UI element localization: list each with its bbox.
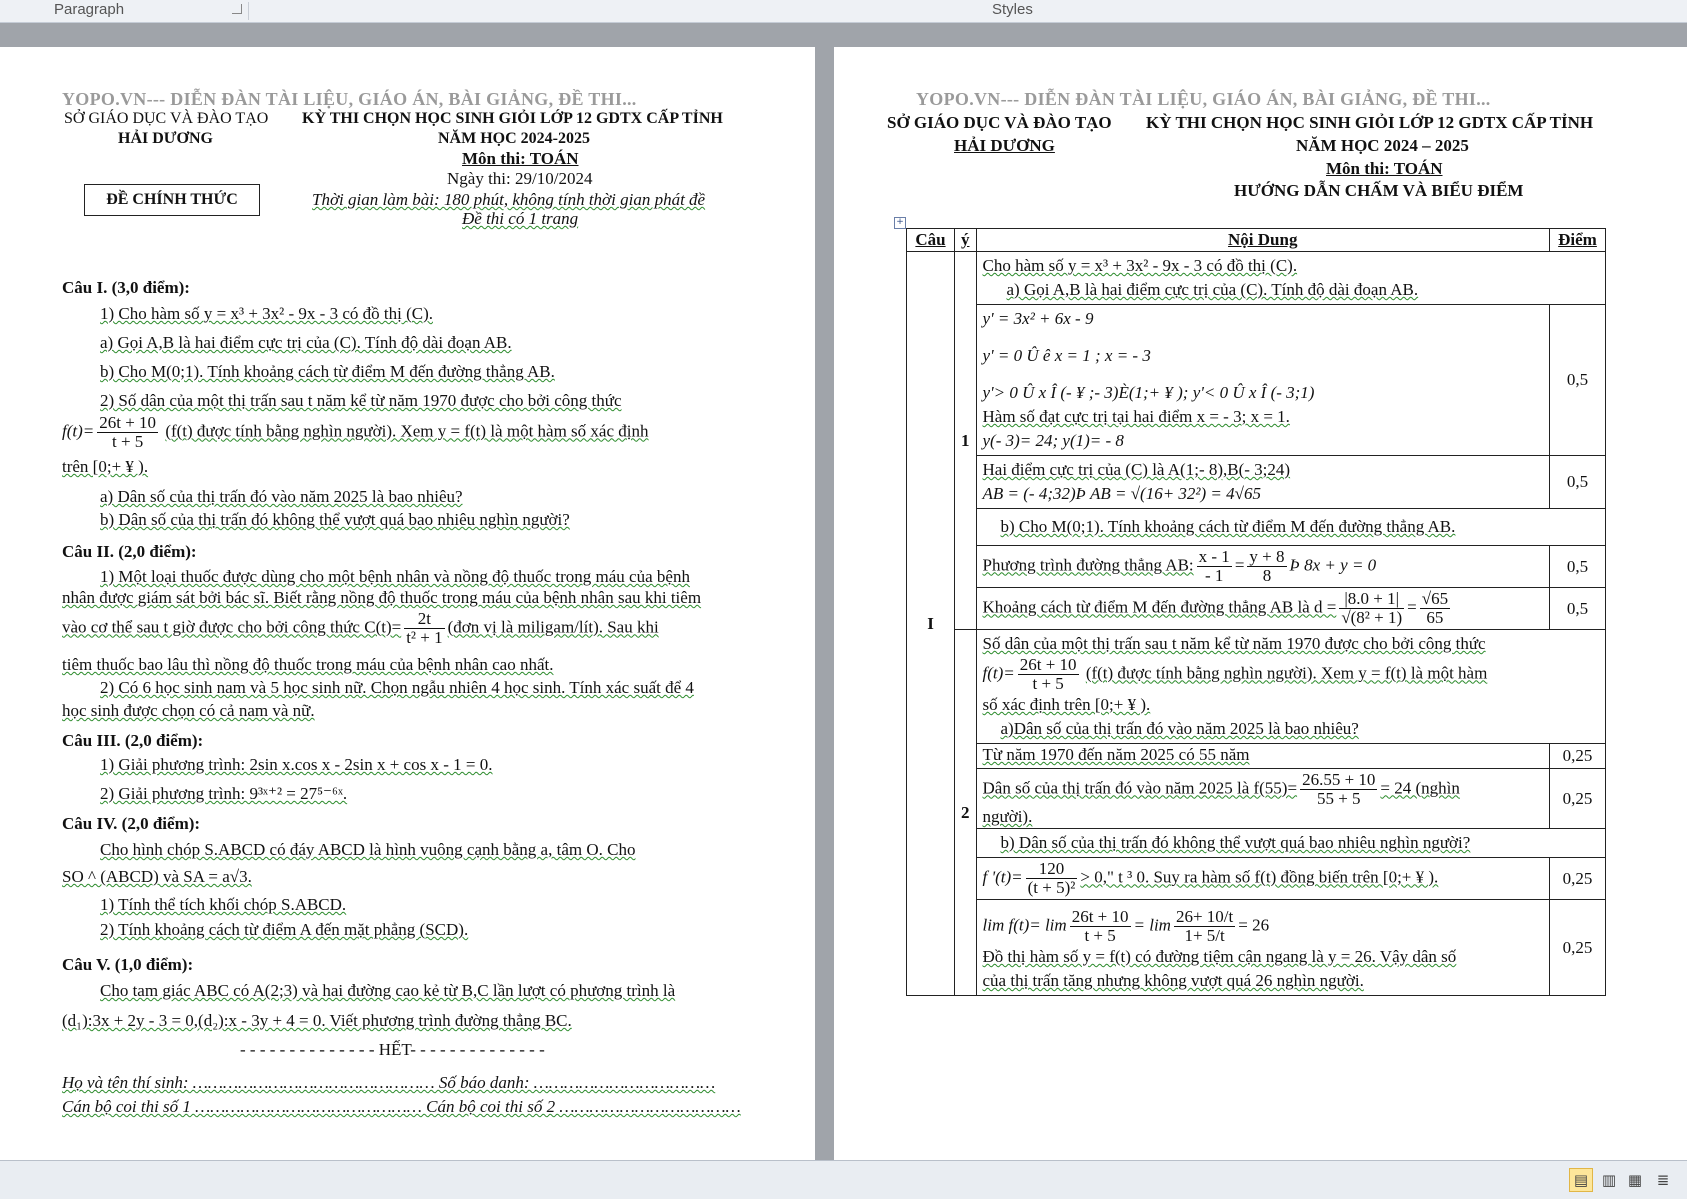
table-row [907,900,1606,996]
subquestion-number-cell: 1 [955,252,977,630]
score-cell: 0,5 [1550,546,1606,588]
formula-fraction [1026,860,1078,897]
score-cell: 0,5 [1550,456,1606,509]
formula-fraction [1070,908,1131,945]
content-line: Đồ thị hàm số y = f(t) có đường tiệm cận ngang là y = 26. Vậy dân số [982,947,1457,966]
content-line [983,771,1544,808]
fraction-numerator: x - 1 [1198,547,1230,566]
content-line: a)Dân số của thị trấn đó vào năm 2025 là bao nhiêu? [1000,719,1359,738]
question-4-part-2: 2) Tính khoảng cách từ điểm A đến mặt phẳng (SCD). [100,920,469,939]
question-1-part-2a: a) Dân số của thị trấn đó vào năm 2025 là bao nhiêu? [100,487,463,506]
table-row [907,588,1606,630]
question-2-line-1: 1) Một loại thuốc được dùng cho một bệnh nhân và nồng độ thuốc trong máu của bệnh [100,567,690,586]
question-2-line-4: tiêm thuốc bao lâu thì nồng độ thuốc trong máu của bệnh nhân cao nhất. [62,655,554,674]
formula-concentration [62,610,659,647]
question-1-part-2b: b) Dân số của thị trấn đó không thể vượt quá bao nhiêu nghìn người? [100,510,570,529]
formula-fraction [1339,590,1404,627]
formula-prefix: Phương trình đường thẳng AB: [982,555,1194,575]
content-line: a) Gọi A,B là hai điểm cực trị của (C). Tính độ dài đoạn AB. [1006,280,1419,299]
paragraph-dialog-launcher-icon[interactable] [232,4,242,14]
department-name: SỞ GIÁO DỤC VÀ ĐÀO TẠO [887,113,1112,132]
content-line: Hai điểm cực trị của (C) là A(1;- 8),B(- 3;24) [982,460,1291,479]
proctor-signature-line: Cán bộ coi thi số 1 ……………………………………… Cán bộ coi thi số 2 ……………………………… [62,1097,741,1116]
fraction-numerator: √65 [1421,589,1449,608]
fraction-numerator: 120 [1026,860,1078,879]
table-row [907,252,1606,305]
fraction-denominator: 8 [1262,566,1272,585]
ribbon-separator [248,2,249,20]
print-layout-icon[interactable]: ▤ [1569,1168,1593,1192]
fraction-denominator: (t + 5)² [1027,878,1076,897]
formula-fraction [97,414,158,451]
formula-description: (f(t) được tính bằng nghìn người). Xem y = f(t) là một hàm số xác định [165,421,649,441]
question-3-title: Câu III. (2,0 điểm): [62,731,204,750]
content-line [983,902,1544,945]
fraction-numerator: 26t + 10 [1019,655,1077,674]
content-line: người). [982,807,1033,826]
formula-fraction [1174,908,1235,945]
content-cell [976,858,1550,900]
equals-sign: = [1234,555,1245,575]
school-year: NĂM HỌC 2024 – 2025 [1296,136,1469,155]
ribbon-group-labels [0,0,1687,23]
province-name: HẢI DƯƠNG [954,136,1055,155]
fraction-denominator: - 1 [1205,566,1224,585]
content-line: y' = 3x² + 6x - 9 [982,309,1094,328]
school-year: NĂM HỌC 2024-2025 [438,130,590,147]
content-line: Từ năm 1970 đến năm 2025 có 55 năm [982,745,1250,764]
table-row [907,630,1606,744]
fraction-numerator: 26.55 + 10 [1302,770,1376,789]
question-4-line-2: SO ^ (ABCD) và SA = a√3. [62,867,252,886]
score-cell: 0,5 [1550,305,1606,456]
limit-result: = 26 [1238,915,1270,935]
web-layout-icon[interactable]: ▦ [1627,1171,1643,1189]
content-cell [976,546,1550,588]
table-row [907,546,1606,588]
table-move-handle-icon[interactable]: + [894,217,906,229]
score-cell: 0,25 [1550,900,1606,996]
header-y: ý [955,229,977,252]
watermark-header: YOPO.VN--- DIỄN ĐÀN TÀI LIỆU, GIÁO ÁN, BÀI GIẢNG, ĐỀ THI... [62,89,637,109]
formula-fraction [1420,590,1450,627]
question-5-line-2: (d₁):3x + 2y - 3 = 0,(d₂):x - 3y + 4 = 0. Viết phương trình đường thẳng BC. [62,1011,572,1030]
formula-fraction [404,610,444,647]
watermark-header: YOPO.VN--- DIỄN ĐÀN TÀI LIỆU, GIÁO ÁN, BÀI GIẢNG, ĐỀ THI... [916,89,1491,109]
official-stamp: ĐỀ CHÍNH THỨC [84,184,260,216]
formula-prefix: Dân số của thị trấn đó vào năm 2025 là f(55)= [982,778,1298,798]
question-2-part-2a: 2) Có 6 học sinh nam và 5 học sinh nữ. Chọn ngẫu nhiên 4 học sinh. Tính xác suất để 4 [100,678,694,697]
fraction-denominator: t + 5 [1084,926,1116,945]
formula-lhs: f(t)= [62,421,95,441]
question-1-part-1b: b) Cho M(0;1). Tính khoảng cách từ điểm M đến đường thẳng AB. [100,362,555,381]
content-cell [976,769,1550,829]
content-cell [976,456,1550,509]
fraction-denominator: 55 + 5 [1316,789,1361,808]
guide-title: HƯỚNG DẪN CHẤM VÀ BIỂU ĐIỂM [1234,181,1524,200]
province-name: HẢI DƯƠNG [118,130,213,147]
question-4-title: Câu IV. (2,0 điểm): [62,814,201,833]
candidate-signature-line: Họ và tên thí sinh: ………………………………………… Số báo danh: ……………………………… [62,1073,716,1092]
content-line: b) Cho M(0;1). Tính khoảng cách từ điểm M đến đường thẳng AB. [1000,517,1456,536]
exam-title: KỲ THI CHỌN HỌC SINH GIỎI LỚP 12 GDTX CẤP TỈNH [1146,113,1594,132]
question-1-part-2: 2) Số dân của một thị trấn sau t năm kể từ năm 1970 được cho bởi công thức [100,391,622,410]
content-line: số xác định trên [0;+ ¥ ). [982,695,1151,714]
score-cell: 0,5 [1550,588,1606,630]
status-bar [0,1160,1687,1199]
question-3-part-1: 1) Giải phương trình: 2sin x.cos x - 2sin x + cos x - 1 = 0. [100,755,493,774]
formula-prefix: vào cơ thể sau t giờ được cho bởi công thức C(t)= [62,617,402,637]
subquestion-number-cell: 2 [955,630,977,996]
fraction-numerator: y + 8 [1249,547,1285,566]
content-line: Hàm số đạt cực trị tại hai điểm x = - 3; x = 1. [982,407,1290,426]
content-cell [976,588,1550,630]
formula-suffix: > 0," t ³ 0. Suy ra hàm số f(t) đồng biến trên [0;+ ¥ ). [1080,867,1439,887]
content-cell [976,305,1550,456]
fraction-denominator: t + 5 [112,432,144,451]
formula-fraction [1018,656,1079,693]
fraction-numerator: 26t + 10 [99,413,157,432]
table-row [907,858,1606,900]
end-marker: - - - - - - - - - - - - - - HẾT- - - - - - - - - - - - - - [240,1040,545,1059]
subject-label: Môn thi: TOÁN [1326,159,1443,178]
table-row [907,509,1606,546]
answer-key-page[interactable] [834,47,1687,1160]
question-2-line-2: nhân được giám sát bởi bác sĩ. Biết rằng nồng độ thuốc trong máu của bệnh nhân sau khi tiêm [62,588,702,607]
fraction-denominator: t + 5 [1032,674,1064,693]
outline-icon[interactable]: ≣ [1656,1171,1670,1189]
question-2-title: Câu II. (2,0 điểm): [62,542,197,561]
grading-table [906,228,1606,996]
exam-date: Ngày thi: 29/10/2024 [447,169,593,188]
subject-label: Môn thi: TOÁN [462,149,579,168]
question-number-cell: I [907,252,955,996]
score-cell: 0,25 [1550,858,1606,900]
table-row [907,744,1606,769]
formula-lhs: f(t)= [982,663,1015,683]
header-cau: Câu [907,229,955,252]
header-score: Điểm [1550,229,1606,252]
fraction-numerator: 2t [404,610,444,629]
department-name: SỞ GIÁO DỤC VÀ ĐÀO TẠO [64,110,269,127]
formula-suffix: (đơn vị là miligam/lít). Sau khi [447,617,659,637]
paragraph-group-label: Paragraph [54,1,125,18]
table-row [907,829,1606,858]
formula-prefix: Khoảng cách từ điểm M đến đường thẳng AB là d = [982,597,1337,617]
content-line: b) Dân số của thị trấn đó không thể vượt quá bao nhiêu nghìn người? [1000,833,1471,852]
formula-description: (f(t) được tính bằng nghìn người). Xem y = f(t) là một hàm [1085,663,1488,683]
table-row [907,769,1606,829]
fraction-denominator: √(8² + 1) [1341,608,1403,627]
content-cell [976,829,1606,858]
question-1-part-1: 1) Cho hàm số y = x³ + 3x² - 9x - 3 có đồ thị (C). [100,304,433,323]
fraction-denominator: 65 [1426,608,1444,627]
content-line: Số dân của một thị trấn sau t năm kể từ năm 1970 được cho bởi công thức [982,634,1486,653]
question-4-part-1: 1) Tính thể tích khối chóp S.ABCD. [100,895,347,914]
question-5-line-1: Cho tam giác ABC có A(2;3) và hai đường cao kẻ từ B,C lần lượt có phương trình là [100,981,676,1000]
question-1-domain: trên [0;+ ¥ ). [62,457,149,476]
content-cell [976,630,1606,744]
question-5-title: Câu V. (1,0 điểm): [62,955,194,974]
question-4-line-1: Cho hình chóp S.ABCD có đáy ABCD là hình vuông cạnh bằng a, tâm O. Cho [100,840,636,859]
formula-fraction [1247,548,1286,585]
score-cell: 0,25 [1550,744,1606,769]
content-cell [976,744,1550,769]
fraction-numerator: |8.0 + 1| [1339,590,1404,609]
fraction-numerator: 26t + 10 [1071,907,1129,926]
question-1-part-1a: a) Gọi A,B là hai điểm cực trị của (C). Tính độ dài đoạn AB. [100,333,512,352]
page-count: Đề thi có 1 trang [462,209,579,228]
content-line: y'> 0 Û x Î (- ¥ ;- 3)È(1;+ ¥ ); y'< 0 Û x Î (- 3;1) [982,383,1315,402]
table-row [907,456,1606,509]
question-1-title: Câu I. (3,0 điểm): [62,278,190,297]
content-cell [976,252,1606,305]
styles-group-label: Styles [992,1,1033,18]
content-cell [976,900,1550,996]
exam-title: KỲ THI CHỌN HỌC SINH GIỎI LỚP 12 GDTX CẤP TỈNH [302,110,723,127]
formula-lhs: f '(t)= [982,867,1023,887]
content-line: của thị trấn tăng nhưng không vượt quá 26 nghìn người. [982,971,1364,990]
content-line [983,548,1544,585]
exam-page[interactable] [0,47,815,1160]
limit-expression: lim f(t)= lim [982,915,1067,935]
formula-suffix: = 24 (nghìn [1380,778,1460,798]
content-line [983,860,1544,897]
score-cell: 0,25 [1550,769,1606,829]
content-line: Cho hàm số y = x³ + 3x² - 9x - 3 có đồ thị (C). [982,256,1298,275]
content-line: y(- 3)= 24; y(1)= - 8 [982,431,1124,450]
fraction-denominator: t² + 1 [406,628,443,647]
content-line: y' = 0 Û ê x = 1 ; x = - 3 [982,346,1151,365]
content-line [983,656,1600,693]
limit-expression: = lim [1133,915,1171,935]
question-2-part-2b: học sinh được chọn có cả nam và nữ. [62,701,315,720]
exam-duration: Thời gian làm bài: 180 phút, không tính thời gian phát đề [312,190,706,209]
content-cell [976,509,1606,546]
formula-population [62,414,648,451]
full-reading-icon[interactable]: ▥ [1601,1171,1617,1189]
table-row [907,305,1606,456]
content-line: Khoảng cách từ điểm M đến đường thẳng AB là d = $\frac{|8.0 + 1|}{\text{√(8² + 1)}}$ = $\frac{√65}{65}$ [982,589,1449,627]
formula-suffix: Þ 8x + y = 0 [1289,555,1377,575]
table-header-row [907,229,1606,252]
fraction-numerator: 26+ 10/t [1175,907,1234,926]
question-3-part-2: 2) Giải phương trình: 9³ˣ⁺² = 27⁵⁻⁶ˣ. [100,784,348,803]
formula-fraction [1300,771,1377,808]
formula-fraction [1197,548,1232,585]
content-line: AB = (- 4;32)Þ AB = √(16+ 32²) = 4√65 [982,484,1261,503]
header-content: Nội Dung [976,229,1550,252]
fraction-denominator: 1+ 5/t [1184,926,1225,945]
